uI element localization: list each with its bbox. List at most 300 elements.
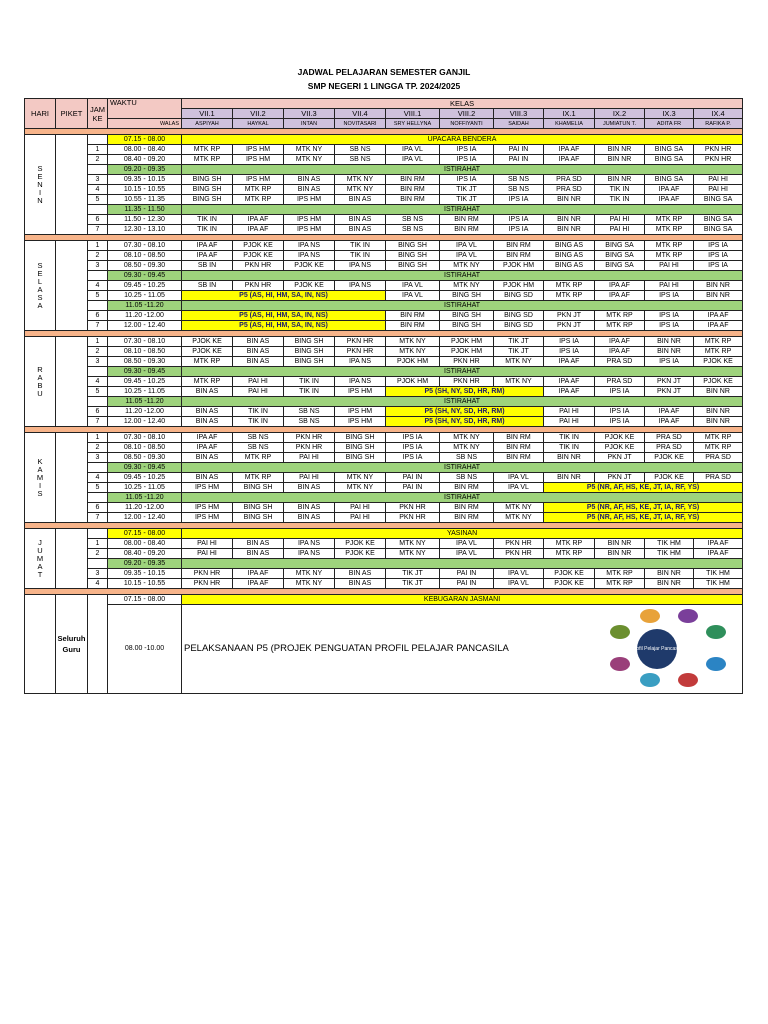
jam-ke-cell (88, 493, 108, 503)
schedule-row (25, 301, 743, 311)
lesson-cell: PJOK HM (386, 377, 440, 387)
lesson-cell: BIN NR (595, 549, 645, 559)
day-name (25, 433, 56, 523)
waktu-cell: 09.20 - 09.35 (108, 165, 182, 175)
lesson-cell: BING SH (335, 453, 386, 463)
lesson-cell: MTK RP (694, 443, 743, 453)
jam-ke-cell: 3 (88, 357, 108, 367)
footer-row-2 (25, 605, 743, 694)
lesson-cell: PKN HR (440, 377, 494, 387)
lesson-cell: MTK NY (494, 503, 544, 513)
waktu-cell: 11.05 -11.20 (108, 493, 182, 503)
class-header: VIII.1 (386, 109, 440, 119)
class-header: VII.3 (284, 109, 335, 119)
lesson-cell: BIN RM (440, 215, 494, 225)
lesson-cell: PJOK KE (335, 539, 386, 549)
schedule-row (25, 569, 743, 579)
lesson-cell: SB NS (284, 407, 335, 417)
schedule-row (25, 155, 743, 165)
lesson-cell: IPA VL (386, 291, 440, 301)
lesson-cell: PRA SD (544, 185, 595, 195)
lesson-cell: BING SD (494, 321, 544, 331)
class-header: IX.1 (544, 109, 595, 119)
lesson-cell: MTK NY (284, 569, 335, 579)
lesson-cell: BING SA (645, 175, 694, 185)
lesson-cell: BIN AS (284, 503, 335, 513)
lesson-cell: SB NS (284, 417, 335, 427)
lesson-cell: IPA AF (233, 579, 284, 589)
lesson-cell: MTK RP (694, 433, 743, 443)
lesson-cell: BIN AS (335, 215, 386, 225)
lesson-cell: BIN NR (595, 155, 645, 165)
lesson-cell: IPA NS (335, 377, 386, 387)
jam-ke-cell: 7 (88, 513, 108, 523)
lesson-cell: IPS IA (595, 407, 645, 417)
lesson-cell: PAI IN (494, 155, 544, 165)
lesson-cell: SB IN (182, 281, 233, 291)
lesson-cell: TIK JT (494, 347, 544, 357)
lesson-cell: PKN HR (694, 155, 743, 165)
waktu-cell: 09.30 - 09.45 (108, 463, 182, 473)
footer-piket: Seluruh Guru (56, 595, 88, 694)
graphic-hub: Profil Pelajar Pancasila (637, 629, 677, 669)
lesson-cell: PRA SD (694, 453, 743, 463)
p5-block: P5 (SH, NY, SD, HR, RM) (386, 417, 544, 427)
lesson-cell: BIN AS (233, 357, 284, 367)
lesson-cell: PJOK KE (182, 337, 233, 347)
jam-ke-cell (88, 271, 108, 281)
jam-ke-cell: 5 (88, 195, 108, 205)
lesson-cell: TIK JT (386, 569, 440, 579)
p5-block: P5 (AS, HI, HM, SA, IN, NS) (182, 321, 386, 331)
span-activity: ISTIRAHAT (182, 271, 743, 281)
lesson-cell: BIN RM (494, 453, 544, 463)
span-activity (182, 559, 743, 569)
lesson-cell: MTK RP (595, 579, 645, 589)
lesson-cell: SB NS (494, 185, 544, 195)
waktu-cell: 10.25 - 11.05 (108, 483, 182, 493)
lesson-cell: BING AS (544, 241, 595, 251)
lesson-cell: IPA AF (645, 407, 694, 417)
lesson-cell: PKN HR (335, 347, 386, 357)
lesson-cell: PAI HI (182, 549, 233, 559)
lesson-cell: MTK RP (595, 569, 645, 579)
lesson-cell: IPS IA (386, 433, 440, 443)
lesson-cell: PRA SD (645, 443, 694, 453)
jam-ke-cell (88, 367, 108, 377)
lesson-cell: MTK RP (645, 225, 694, 235)
day-label: S E L A S A (37, 260, 43, 310)
lesson-cell: BIN AS (233, 539, 284, 549)
piket-cell (56, 135, 88, 235)
lesson-cell: MTK NY (284, 579, 335, 589)
lesson-cell: IPS HM (284, 225, 335, 235)
graphic-node (640, 673, 660, 687)
lesson-cell: SB IN (182, 261, 233, 271)
span-activity: ISTIRAHAT (182, 463, 743, 473)
schedule-row (25, 503, 743, 513)
lesson-cell: PKN JT (595, 473, 645, 483)
lesson-cell: PAI HI (694, 175, 743, 185)
waktu-cell: 12.00 - 12.40 (108, 513, 182, 523)
lesson-cell: PJOK KE (645, 473, 694, 483)
lesson-cell: MTK RP (233, 453, 284, 463)
lesson-cell: IPA AF (182, 443, 233, 453)
schedule-table (24, 98, 743, 694)
class-header: IX.3 (645, 109, 694, 119)
schedule-row (25, 483, 743, 493)
lesson-cell: PKN HR (284, 433, 335, 443)
lesson-cell: TIK IN (182, 215, 233, 225)
lesson-cell: PAI IN (440, 569, 494, 579)
lesson-cell: PJOK HM (494, 261, 544, 271)
lesson-cell: BING SH (440, 311, 494, 321)
lesson-cell: IPA AF (645, 195, 694, 205)
walas-name: ADITA FR (645, 119, 694, 129)
lesson-cell: IPA AF (544, 387, 595, 397)
waktu-cell: 08.50 - 09.30 (108, 453, 182, 463)
lesson-cell: MTK NY (335, 175, 386, 185)
lesson-cell: PAI HI (645, 261, 694, 271)
lesson-cell: PAI IN (494, 145, 544, 155)
jam-ke-cell (88, 397, 108, 407)
span-activity: YASINAN (182, 529, 743, 539)
lesson-cell: IPA VL (440, 539, 494, 549)
lesson-cell: BING SH (284, 347, 335, 357)
lesson-cell: BING SH (233, 483, 284, 493)
footer-waktu-2: 08.00 -10.00 (108, 605, 182, 694)
lesson-cell: MTK RP (544, 291, 595, 301)
lesson-cell: BIN AS (182, 473, 233, 483)
jam-ke-cell (88, 559, 108, 569)
lesson-cell: IPA NS (335, 357, 386, 367)
lesson-cell: IPA VL (440, 251, 494, 261)
p5-description-cell (182, 605, 743, 694)
walas-name: RAFIKA P. (694, 119, 743, 129)
waktu-cell: 12.00 - 12.40 (108, 321, 182, 331)
graphic-node (610, 625, 630, 639)
lesson-cell: IPS IA (440, 145, 494, 155)
lesson-cell: PJOK HM (440, 337, 494, 347)
lesson-cell: PAI HI (284, 453, 335, 463)
lesson-cell: PKN HR (335, 337, 386, 347)
lesson-cell: TIK HM (694, 569, 743, 579)
walas-name: HAYKAL (233, 119, 284, 129)
schedule-row (25, 559, 743, 569)
lesson-cell: BIN RM (494, 443, 544, 453)
lesson-cell: IPA AF (595, 347, 645, 357)
lesson-cell: IPA AF (694, 321, 743, 331)
lesson-cell: BING SH (284, 337, 335, 347)
lesson-cell: IPA AF (544, 155, 595, 165)
day-label: J U M A T (36, 537, 44, 579)
jam-ke-cell: 1 (88, 337, 108, 347)
lesson-cell: IPA AF (544, 357, 595, 367)
jam-ke-cell (88, 135, 108, 145)
waktu-cell: 07.15 - 08.00 (108, 135, 182, 145)
header-piket: PIKET (56, 99, 88, 129)
lesson-cell: IPA AF (182, 241, 233, 251)
schedule-row (25, 433, 743, 443)
lesson-cell: IPA AF (544, 145, 595, 155)
walas-name: NOVITASARI (335, 119, 386, 129)
span-activity: ISTIRAHAT (182, 301, 743, 311)
waktu-cell: 10.55 - 11.35 (108, 195, 182, 205)
schedule-row (25, 251, 743, 261)
lesson-cell: PKN HR (494, 539, 544, 549)
lesson-cell: MTK NY (284, 155, 335, 165)
piket-cell (56, 529, 88, 589)
schedule-row (25, 185, 743, 195)
waktu-cell: 09.30 - 09.45 (108, 271, 182, 281)
lesson-cell: BIN AS (335, 195, 386, 205)
jam-ke-cell (88, 301, 108, 311)
lesson-cell: IPA VL (440, 241, 494, 251)
waktu-cell: 07.30 - 08.10 (108, 337, 182, 347)
lesson-cell: IPA NS (335, 261, 386, 271)
lesson-cell: IPS IA (544, 347, 595, 357)
lesson-cell: MTK NY (440, 433, 494, 443)
lesson-cell: BIN RM (440, 483, 494, 493)
jam-ke-cell (88, 205, 108, 215)
lesson-cell: BING SH (440, 291, 494, 301)
lesson-cell: MTK RP (645, 215, 694, 225)
piket-cell (56, 433, 88, 523)
span-activity: ISTIRAHAT (182, 493, 743, 503)
lesson-cell: IPA AF (694, 311, 743, 321)
lesson-cell: BIN NR (544, 215, 595, 225)
jam-ke-cell: 7 (88, 321, 108, 331)
lesson-cell: PRA SD (694, 473, 743, 483)
lesson-cell: BING SH (335, 443, 386, 453)
header-kelas: KELAS (182, 99, 743, 109)
lesson-cell: TIK JT (440, 195, 494, 205)
waktu-cell: 12.00 - 12.40 (108, 417, 182, 427)
schedule-row (25, 225, 743, 235)
lesson-cell: IPA VL (494, 473, 544, 483)
waktu-cell: 10.25 - 11.05 (108, 291, 182, 301)
lesson-cell: IPS HM (233, 175, 284, 185)
lesson-cell: PAI HI (544, 407, 595, 417)
lesson-cell: PJOK KE (694, 357, 743, 367)
lesson-cell: IPA VL (494, 483, 544, 493)
lesson-cell: PAI IN (440, 579, 494, 589)
schedule-row (25, 337, 743, 347)
lesson-cell: TIK JT (494, 337, 544, 347)
walas-name: INTAN (284, 119, 335, 129)
lesson-cell: IPA AF (233, 569, 284, 579)
schedule-row (25, 493, 743, 503)
lesson-cell: IPS IA (494, 195, 544, 205)
p5-block: P5 (NR, AF, HS, KE, JT, IA, RF, YS) (544, 503, 743, 513)
lesson-cell: PKN HR (233, 281, 284, 291)
lesson-cell: TIK IN (335, 241, 386, 251)
schedule-row (25, 261, 743, 271)
lesson-cell: IPS IA (694, 261, 743, 271)
lesson-cell: BING AS (544, 261, 595, 271)
lesson-cell: PJOK KE (182, 347, 233, 357)
graphic-node (640, 609, 660, 623)
lesson-cell: TIK JT (386, 579, 440, 589)
lesson-cell: MTK RP (233, 473, 284, 483)
lesson-cell: BIN RM (386, 175, 440, 185)
graphic-node (706, 625, 726, 639)
lesson-cell: MTK NY (494, 357, 544, 367)
day-name (25, 241, 56, 331)
lesson-cell: BING SH (233, 513, 284, 523)
lesson-cell: IPA AF (595, 281, 645, 291)
schedule-row (25, 205, 743, 215)
graphic-node (678, 609, 698, 623)
lesson-cell: BING SH (386, 241, 440, 251)
jam-ke-cell: 3 (88, 453, 108, 463)
lesson-cell: PAI IN (386, 483, 440, 493)
lesson-cell: MTK RP (544, 549, 595, 559)
lesson-cell: PJOK HM (386, 357, 440, 367)
jam-ke-cell: 3 (88, 261, 108, 271)
waktu-cell: 09.20 - 09.35 (108, 559, 182, 569)
lesson-cell: PKN JT (544, 311, 595, 321)
profil-pancasila-graphic (582, 607, 732, 691)
schedule-row (25, 579, 743, 589)
lesson-cell: IPS IA (494, 215, 544, 225)
walas-name: JUMIATUN T. (595, 119, 645, 129)
waktu-cell: 10.15 - 10.55 (108, 185, 182, 195)
lesson-cell: IPA AF (645, 185, 694, 195)
lesson-cell: BIN AS (182, 387, 233, 397)
span-activity: ISTIRAHAT (182, 367, 743, 377)
waktu-cell: 10.25 - 11.05 (108, 387, 182, 397)
jam-ke-cell (88, 165, 108, 175)
lesson-cell: BIN RM (386, 195, 440, 205)
p5-block: P5 (NR, AF, HS, KE, JT, IA, RF, YS) (544, 483, 743, 493)
lesson-cell: MTK RP (694, 347, 743, 357)
waktu-cell: 11.20 -12.00 (108, 503, 182, 513)
lesson-cell: PKN HR (182, 569, 233, 579)
lesson-cell: PAI IN (386, 473, 440, 483)
walas-name: SRY HELLYNA (386, 119, 440, 129)
lesson-cell: BING SD (494, 311, 544, 321)
jam-ke-cell: 5 (88, 387, 108, 397)
lesson-cell: PJOK KE (544, 569, 595, 579)
waktu-cell: 08.40 - 09.20 (108, 549, 182, 559)
lesson-cell: BIN AS (233, 337, 284, 347)
waktu-cell: 11.05 -11.20 (108, 301, 182, 311)
footer-hari-cell (25, 595, 56, 694)
lesson-cell: BIN RM (386, 311, 440, 321)
lesson-cell: PKN HR (494, 549, 544, 559)
lesson-cell: BING SH (440, 321, 494, 331)
lesson-cell: PKN JT (595, 453, 645, 463)
jam-ke-cell: 5 (88, 483, 108, 493)
lesson-cell: BIN NR (595, 539, 645, 549)
lesson-cell: BING SA (645, 155, 694, 165)
lesson-cell: SB NS (386, 225, 440, 235)
class-header: IX.2 (595, 109, 645, 119)
footer-waktu-1: 07.15 - 08.00 (108, 595, 182, 605)
waktu-cell: 09.45 - 10.25 (108, 377, 182, 387)
lesson-cell: BING SA (694, 225, 743, 235)
lesson-cell: PRA SD (645, 433, 694, 443)
lesson-cell: PJOK KE (595, 443, 645, 453)
day-label: R A B U (37, 364, 43, 398)
lesson-cell: IPA NS (284, 251, 335, 261)
lesson-cell: MTK NY (335, 473, 386, 483)
waktu-cell: 08.00 - 08.40 (108, 145, 182, 155)
schedule-row (25, 377, 743, 387)
lesson-cell: BING SH (335, 433, 386, 443)
lesson-cell: BING SA (694, 195, 743, 205)
lesson-cell: PKN HR (182, 579, 233, 589)
waktu-cell: 09.35 - 10.15 (108, 175, 182, 185)
schedule-row (25, 387, 743, 397)
lesson-cell: PRA SD (595, 377, 645, 387)
lesson-cell: BIN NR (645, 347, 694, 357)
jam-ke-cell: 6 (88, 311, 108, 321)
schedule-row (25, 145, 743, 155)
class-header: VIII.2 (440, 109, 494, 119)
jam-ke-cell: 7 (88, 417, 108, 427)
jam-ke-cell: 1 (88, 539, 108, 549)
walas-name: NOFFIYANTI (440, 119, 494, 129)
jam-ke-cell (88, 463, 108, 473)
lesson-cell: BIN RM (386, 185, 440, 195)
lesson-cell: IPA AF (694, 549, 743, 559)
schedule-row (25, 271, 743, 281)
jam-ke-cell: 1 (88, 241, 108, 251)
lesson-cell: IPS HM (284, 195, 335, 205)
lesson-cell: BIN RM (440, 513, 494, 523)
graphic-node (610, 657, 630, 671)
lesson-cell: BIN NR (694, 281, 743, 291)
schedule-row (25, 135, 743, 145)
lesson-cell: IPS IA (694, 241, 743, 251)
jam-ke-cell: 4 (88, 377, 108, 387)
lesson-cell: TIK IN (595, 195, 645, 205)
waktu-cell: 10.15 - 10.55 (108, 579, 182, 589)
waktu-cell: 11.05 -11.20 (108, 397, 182, 407)
lesson-cell: BIN RM (494, 241, 544, 251)
waktu-cell: 12.30 - 13.10 (108, 225, 182, 235)
lesson-cell: IPS IA (645, 291, 694, 301)
waktu-cell: 11.20 -12.00 (108, 407, 182, 417)
lesson-cell: BIN NR (544, 195, 595, 205)
lesson-cell: TIK IN (544, 443, 595, 453)
lesson-cell: IPA NS (284, 241, 335, 251)
lesson-cell: SB NS (335, 155, 386, 165)
lesson-cell: IPA AF (694, 539, 743, 549)
lesson-cell: IPA VL (386, 155, 440, 165)
lesson-cell: PAI HI (335, 513, 386, 523)
lesson-cell: PAI HI (694, 185, 743, 195)
lesson-cell: IPS HM (335, 407, 386, 417)
span-activity: ISTIRAHAT (182, 397, 743, 407)
schedule-row (25, 407, 743, 417)
day-name (25, 529, 56, 589)
schedule-row (25, 357, 743, 367)
piket-cell (56, 337, 88, 427)
p5-block: P5 (NR, AF, HS, KE, JT, IA, RF, YS) (544, 513, 743, 523)
lesson-cell: PRA SD (595, 357, 645, 367)
lesson-cell: PRA SD (544, 175, 595, 185)
schedule-row (25, 321, 743, 331)
waktu-cell: 07.30 - 08.10 (108, 241, 182, 251)
lesson-cell: BIN AS (284, 513, 335, 523)
lesson-cell: PAI HI (595, 215, 645, 225)
lesson-cell: BIN AS (335, 225, 386, 235)
span-activity: ISTIRAHAT (182, 165, 743, 175)
lesson-cell: IPS IA (645, 311, 694, 321)
